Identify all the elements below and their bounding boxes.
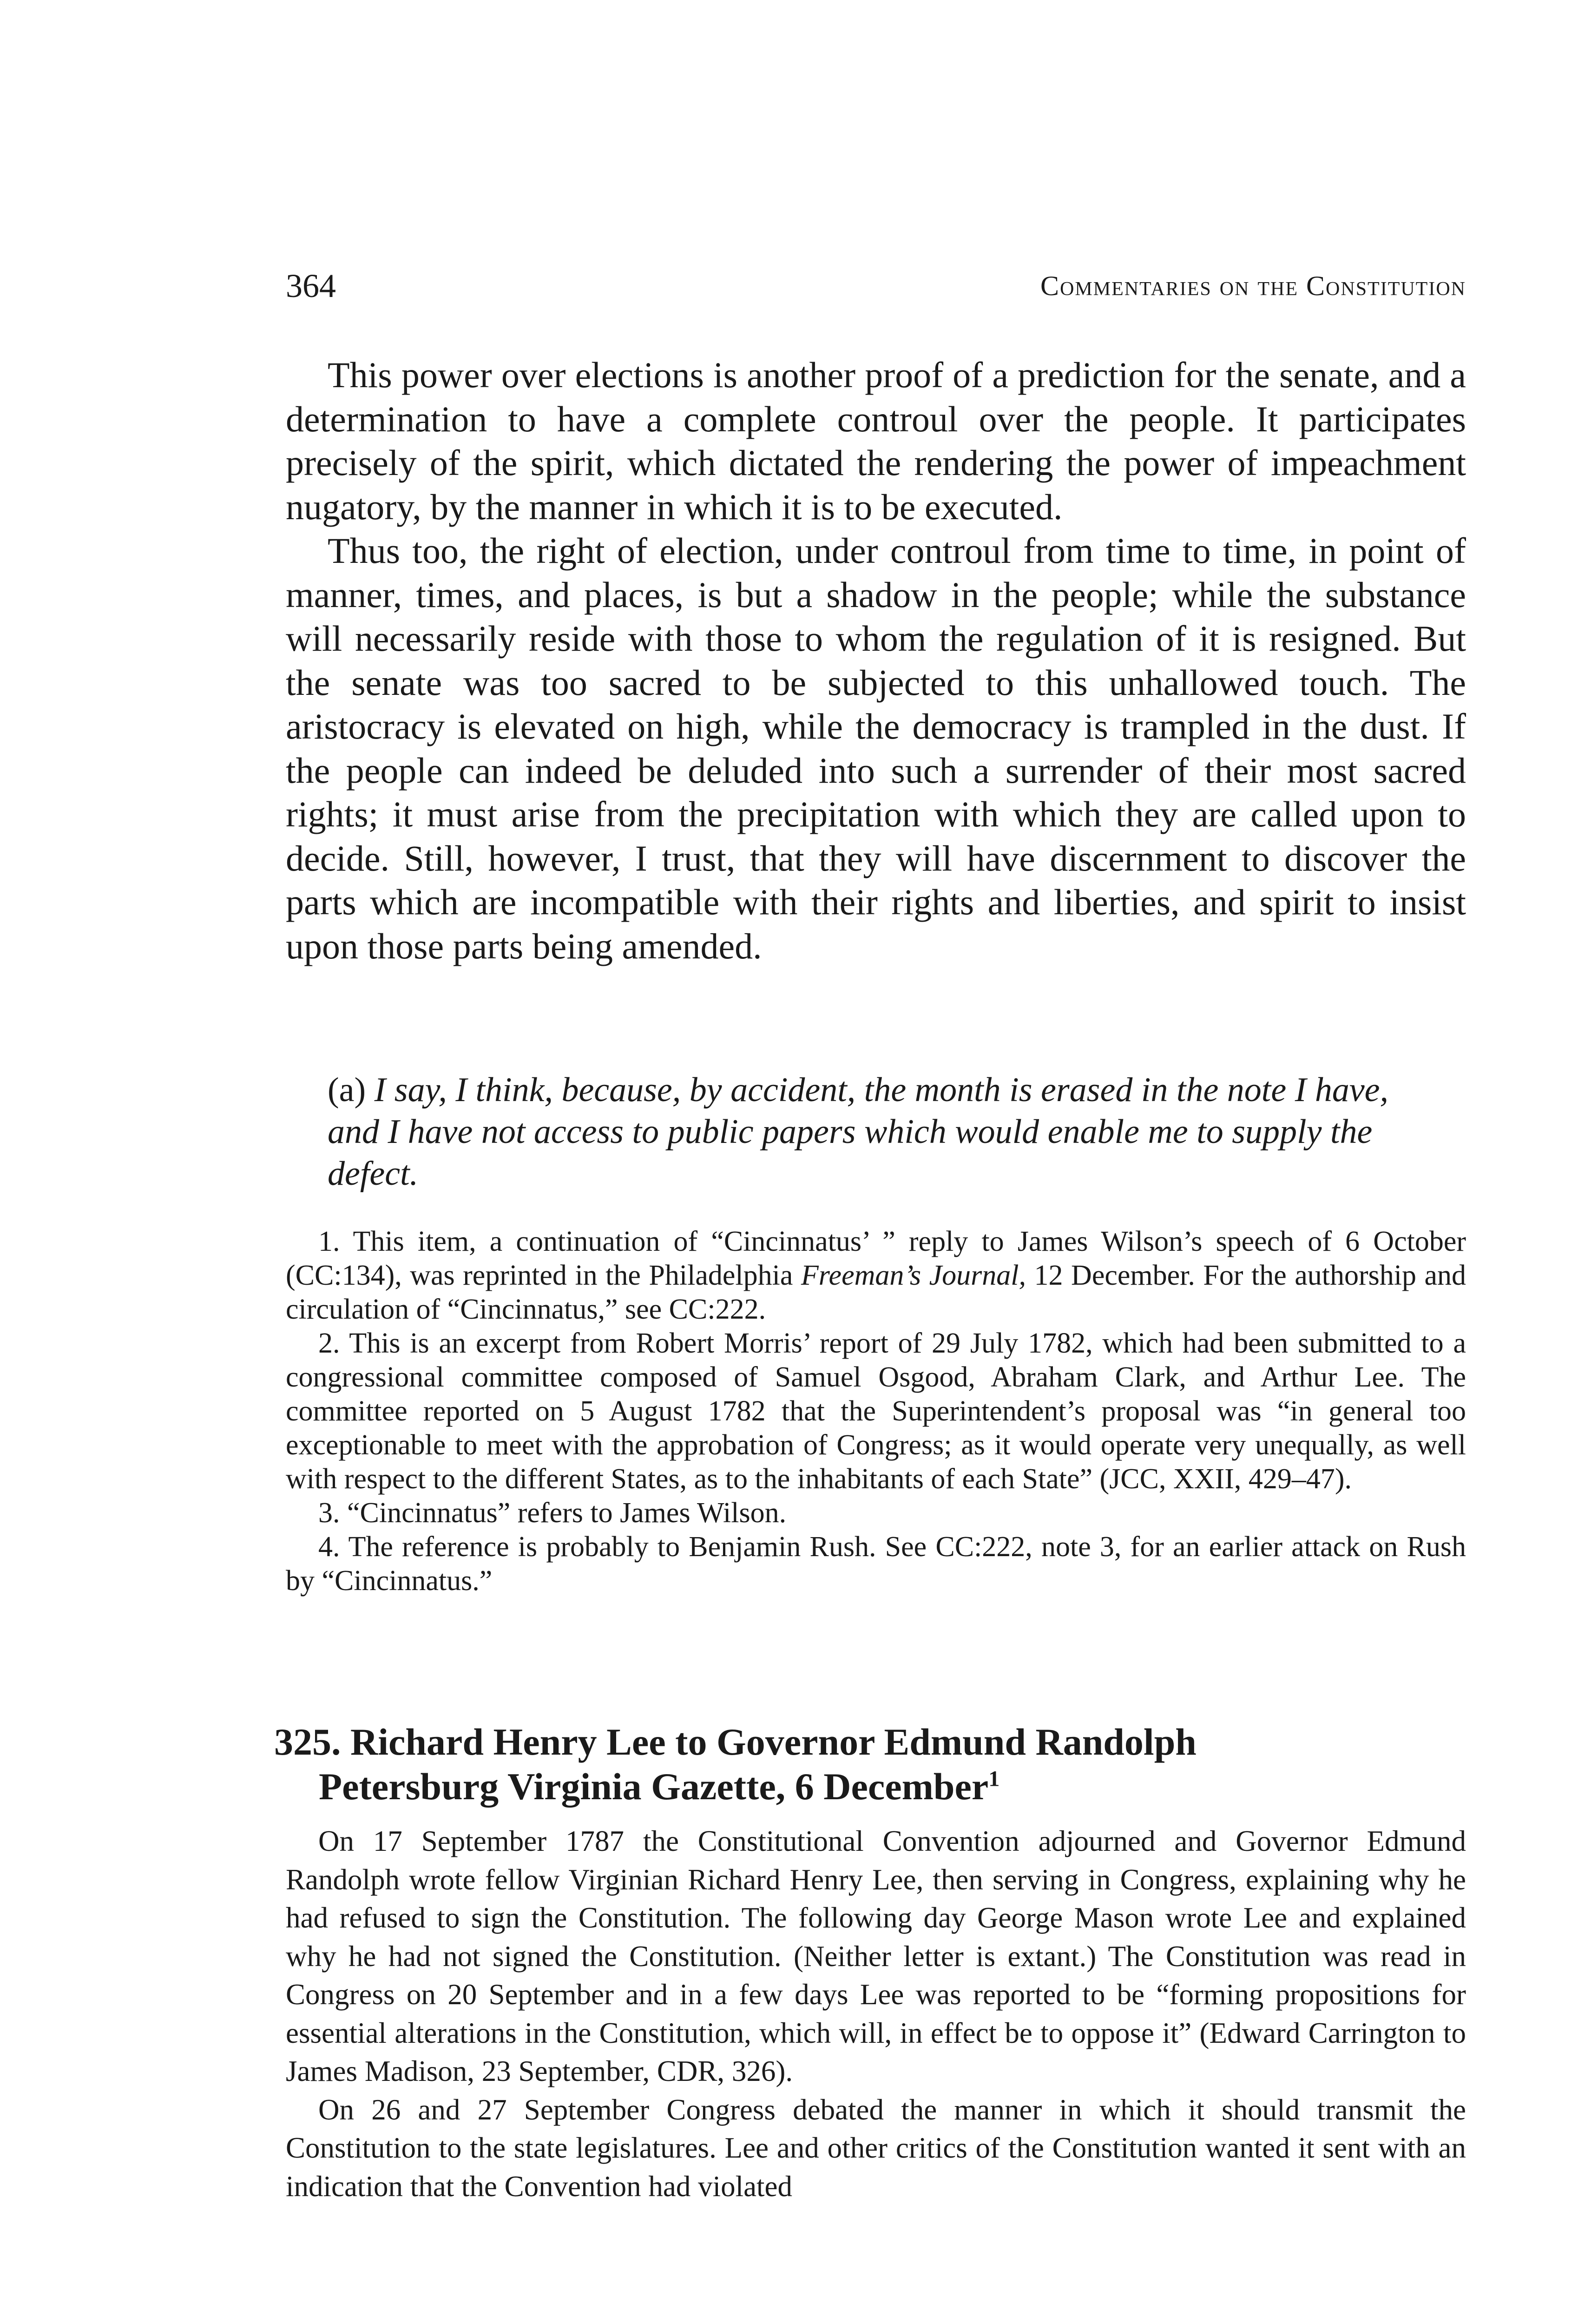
footnote-1-journal-title: Freeman’s Journal, (801, 1260, 1026, 1291)
document-source: Petersburg Virginia Gazette, 6 December (319, 1765, 989, 1808)
running-title: Commentaries on the Constitution (1040, 271, 1466, 301)
heading-footnote-ref: 1 (988, 1766, 1000, 1791)
footnote-4: 4. The reference is probably to Benjamin Rush. See CC:222, note 3, for an earlier attack on Rush by “Cincinnatus.” (286, 1531, 1466, 1597)
document-heading (274, 1720, 1464, 1809)
body-text (286, 353, 1466, 968)
headnote-paragraph: On 26 and 27 September Congress debated the manner in which it should transmit the Constitution to the state legislatures. Lee and other critics of the Constitution wanted it sent with an indication that the Convention had violated (286, 2093, 1466, 2203)
note-text: I say, I think, because, by accident, the month is erased in the note I have, and I have not access to public papers which would enable me to supply the defect. (328, 1071, 1389, 1193)
footnote-1 (286, 1225, 1466, 1327)
headnote (286, 1822, 1466, 2205)
headnote-paragraph: On 17 September 1787 the Constitutional Convention adjourned and Governor Edmund Randolph wrote fellow Virginian Richard Henry Lee, then serving in Congress, explaining why he had refused to sign the Constitution. The following day George Mason wrote Lee and explained why he had not signed the Constitution. (Neither letter is extant.) The Constitution was read in Congress on 20 September and in a few days Lee was reported to be “forming propositions for essential alterations in the Constitution, which will, in effect be to oppose it” (Edward Carrington to James Madison, 23 September, CDR, 326). (286, 1825, 1466, 2087)
footnote-1-text: 1. This item, a continuation of “Cincinnatus’ ” reply to James Wilson’s speech of 6 October (CC:134), was reprinted in the Philadelphia (286, 1226, 1466, 1291)
document-heading-line-1: 325. Richard Henry Lee to Governor Edmund Randolph (274, 1721, 1197, 1763)
footnotes (286, 1225, 1466, 1598)
footnote-2: 2. This is an excerpt from Robert Morris’ report of 29 July 1782, which had been submitted to a congressional committee composed of Samuel Osgood, Abraham Clark, and Arthur Lee. The committee reported on 5 August 1782 that the Superintendent’s proposal was “in general too exceptionable to meet with the approbation of Congress; as it would operate very unequally, as well with respect to the different States, as to the inhabitants of each State” (JCC, XXII, 429–47). (286, 1327, 1466, 1495)
footnote-3: 3. “Cincinnatus” refers to James Wilson. (318, 1497, 787, 1529)
running-head (286, 260, 1466, 311)
note-marker: (a) (328, 1071, 366, 1109)
author-note-a (328, 1069, 1406, 1195)
body-paragraph: This power over elections is another proof of a prediction for the senate, and a determination to have a complete controul over the people. It participates precisely of the spirit, which dictated the rendering the power of impeachment nugatory, by the manner in which it is to be executed. (286, 355, 1466, 527)
page-number: 364 (286, 267, 336, 304)
body-paragraph: Thus too, the right of election, under controul from time to time, in point of manner, times, and places, is but a shadow in the people; while the substance will necessarily reside with those to whom the regulation of it is resigned. But the senate was too sacred to be subjected to this unhallowed touch. The aristocracy is elevated on high, while the democracy is trampled in the dust. If the people can indeed be deluded into such a surrender of their most sacred rights; it must arise from the precipitation with which they are called upon to decide. Still, however, I trust, that they will have discernment to discover the parts which are incompatible with their rights and liberties, and spirit to insist upon those parts being amended. (286, 530, 1466, 966)
document-heading-line-2 (274, 1764, 1464, 1809)
footnote-1-text-end: 12 December. For the authorship and circulation of “Cincinnatus,” see CC:222. (286, 1260, 1466, 1325)
